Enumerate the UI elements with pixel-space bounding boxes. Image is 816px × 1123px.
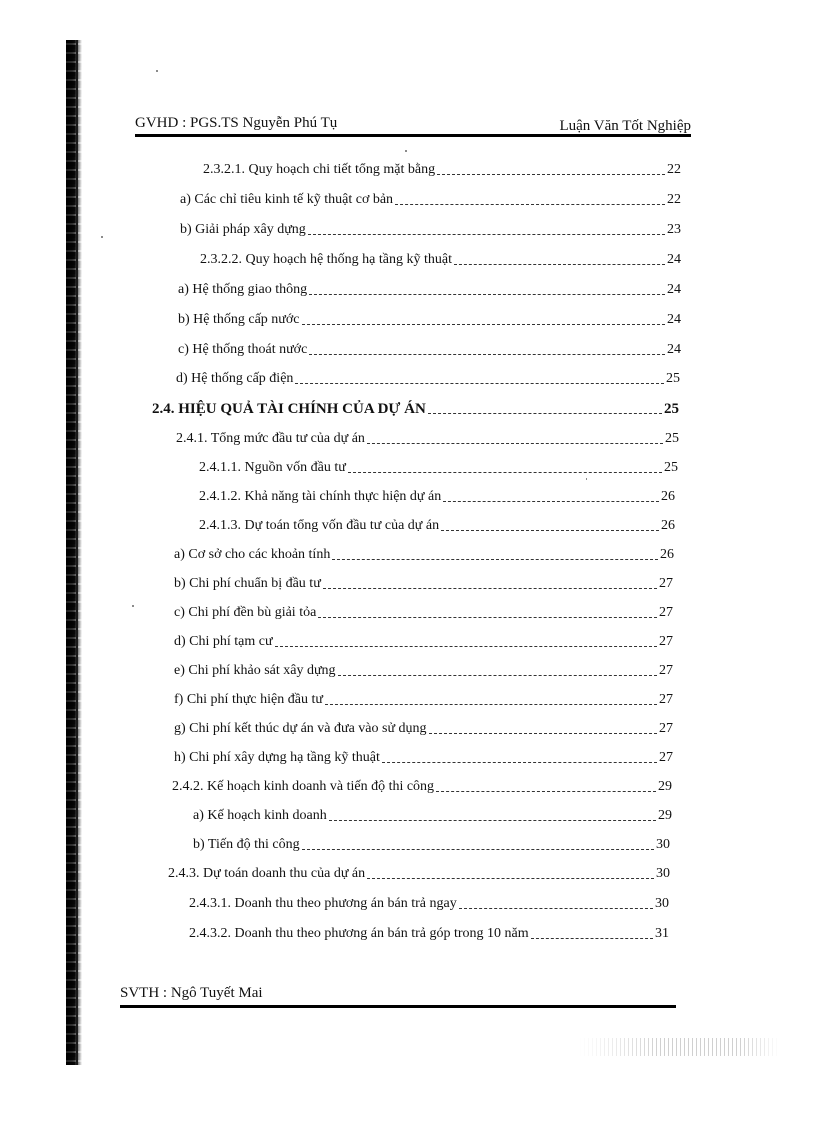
toc-entry	[174, 543, 674, 565]
header-thesis-title: Luận Văn Tốt Nghiệp	[559, 118, 691, 134]
toc-entry-title: c) Hệ thống thoát nước	[178, 342, 308, 357]
toc-leader	[382, 762, 657, 763]
scan-edge-shadow	[66, 40, 82, 1065]
header-rule	[135, 134, 691, 137]
toc-leader	[531, 938, 653, 939]
toc-entry-title: 2.4.1. Tổng mức đầu tư của dự án	[176, 431, 365, 446]
toc-entry-page: 27	[659, 663, 673, 678]
toc-entry-title: a) Các chỉ tiêu kinh tế kỹ thuật cơ bản	[180, 192, 394, 207]
page-footer: SVTH : Ngô Tuyết Mai	[120, 985, 263, 1001]
toc-entry-title: d) Hệ thống cấp điện	[176, 371, 294, 386]
toc-entry	[178, 278, 681, 300]
toc-leader	[437, 174, 665, 175]
footer-rule	[120, 1005, 676, 1008]
toc-entry-page: 26	[660, 547, 674, 562]
toc-entry-title: 2.4.3. Dự toán doanh thu của dự án	[168, 866, 366, 881]
toc-leader	[309, 354, 665, 355]
toc-leader	[429, 733, 657, 734]
toc-entry	[174, 746, 673, 768]
toc-entry-title: 2.4.3.2. Doanh thu theo phương án bán trả góp trong 10 năm	[189, 926, 529, 941]
toc-entry-page: 25	[664, 460, 678, 475]
toc-entry-page: 30	[656, 837, 670, 852]
toc-leader	[302, 849, 654, 850]
toc-entry-title: 2.4.1.1. Nguồn vốn đầu tư	[199, 460, 346, 475]
toc-entry	[199, 456, 678, 478]
toc-entry	[189, 892, 669, 914]
toc-entry	[189, 922, 669, 944]
scan-speck	[405, 150, 407, 152]
toc-entry	[199, 514, 675, 536]
toc-leader	[454, 264, 665, 265]
toc-entry-page: 26	[661, 518, 675, 533]
toc-entry	[168, 862, 670, 884]
toc-entry-page: 22	[667, 192, 681, 207]
toc-entry-title: 2.4. HIỆU QUẢ TÀI CHÍNH CỦA DỰ ÁN	[152, 401, 426, 417]
toc-leader	[436, 791, 656, 792]
toc-entry-title: d) Chi phí tạm cư	[174, 634, 273, 649]
toc-entry-page: 27	[659, 692, 673, 707]
toc-entry	[174, 659, 673, 681]
toc-entry	[176, 367, 680, 389]
toc-leader	[295, 383, 664, 384]
scan-edge-line	[76, 40, 78, 1065]
toc-entry	[193, 804, 672, 826]
toc-leader	[302, 324, 665, 325]
toc-entry-page: 24	[667, 312, 681, 327]
toc-entry	[199, 485, 675, 507]
toc-leader	[395, 204, 665, 205]
toc-entry	[203, 158, 681, 180]
toc-leader	[338, 675, 657, 676]
toc-entry-page: 25	[666, 371, 680, 386]
toc-entry-page: 22	[667, 162, 681, 177]
scan-noise	[580, 1038, 780, 1056]
toc-entry-page: 27	[659, 605, 673, 620]
scan-speck	[101, 236, 103, 238]
toc-entry	[174, 630, 673, 652]
toc-entry	[174, 572, 673, 594]
toc-entry-page: 31	[655, 926, 669, 941]
toc-entry-page: 26	[661, 489, 675, 504]
toc-entry	[174, 601, 673, 623]
toc-entry-page: 25	[665, 431, 679, 446]
toc-leader	[367, 878, 654, 879]
toc-entry-title: h) Chi phí xây dựng hạ tầng kỹ thuật	[174, 750, 380, 765]
toc-entry-title: a) Kế hoạch kinh doanh	[193, 808, 327, 823]
toc-entry-title: a) Hệ thống giao thông	[178, 282, 308, 297]
toc-leader	[308, 234, 665, 235]
toc-entry-title: c) Chi phí đền bù giải tỏa	[174, 605, 317, 620]
toc-entry	[180, 218, 681, 240]
toc-entry	[180, 188, 681, 210]
toc-entry-title: 2.3.2.2. Quy hoạch hệ thống hạ tầng kỹ thuật	[200, 252, 452, 267]
page-header	[135, 111, 691, 135]
toc-entry-page: 29	[658, 779, 672, 794]
toc-leader	[441, 530, 659, 531]
toc-entry-page: 24	[667, 342, 681, 357]
toc-leader	[332, 559, 658, 560]
toc-entry-title: 2.4.2. Kế hoạch kinh doanh và tiến độ thi công	[172, 779, 435, 794]
toc-leader	[428, 413, 662, 414]
toc-entry-page: 30	[656, 866, 670, 881]
toc-entry	[176, 427, 679, 449]
toc-leader	[329, 820, 656, 821]
scan-speck	[132, 605, 134, 607]
toc-leader	[309, 294, 665, 295]
toc-entry-title: 2.4.1.2. Khả năng tài chính thực hiện dự án	[199, 489, 442, 504]
scan-speck	[156, 70, 158, 72]
toc-entry-title: b) Chi phí chuẩn bị đầu tư	[174, 576, 321, 591]
toc-entry-title: b) Giải pháp xây dựng	[180, 222, 306, 237]
scan-speck	[586, 478, 587, 480]
toc-entry-title: b) Hệ thống cấp nước	[178, 312, 300, 327]
header-advisor: GVHD : PGS.TS Nguyễn Phú Tụ	[135, 115, 338, 131]
toc-entry-page: 23	[667, 222, 681, 237]
toc-entry-page: 24	[667, 282, 681, 297]
toc-leader	[367, 443, 663, 444]
toc-entry-title: 2.4.1.3. Dự toán tổng vốn đầu tư của dự án	[199, 518, 440, 533]
toc-entry-title: f) Chi phí thực hiện đầu tư	[174, 692, 323, 707]
toc-entry-title: g) Chi phí kết thúc dự án và đưa vào sử dụng	[174, 721, 427, 736]
toc-entry	[193, 833, 670, 855]
toc-entry-page: 25	[664, 401, 679, 417]
toc-entry	[172, 775, 672, 797]
toc-leader	[443, 501, 659, 502]
toc-entry-page: 27	[659, 634, 673, 649]
toc-entry-page: 27	[659, 721, 673, 736]
toc-leader	[275, 646, 657, 647]
toc-entry-title: 2.4.3.1. Doanh thu theo phương án bán trả ngay	[189, 896, 457, 911]
toc-entry-page: 24	[667, 252, 681, 267]
toc-entry-page: 27	[659, 576, 673, 591]
toc-leader	[459, 908, 653, 909]
toc-entry-title: e) Chi phí khảo sát xây dựng	[174, 663, 336, 678]
toc-leader	[318, 617, 657, 618]
toc-entry-title: b) Tiến độ thi công	[193, 837, 300, 852]
toc-entry-title: a) Cơ sở cho các khoản tính	[174, 547, 331, 562]
toc-entry-page: 30	[655, 896, 669, 911]
toc-leader	[323, 588, 657, 589]
toc-entry	[174, 717, 673, 739]
toc-leader	[325, 704, 657, 705]
toc-entry	[200, 248, 681, 270]
toc-entry	[174, 688, 673, 710]
toc-section-heading	[152, 397, 679, 419]
toc-entry-title: 2.3.2.1. Quy hoạch chi tiết tổng mặt bằng	[203, 162, 436, 177]
toc-entry	[178, 338, 681, 360]
toc-entry	[178, 308, 681, 330]
toc-leader	[348, 472, 662, 473]
toc-entry-page: 27	[659, 750, 673, 765]
toc-entry-page: 29	[658, 808, 672, 823]
